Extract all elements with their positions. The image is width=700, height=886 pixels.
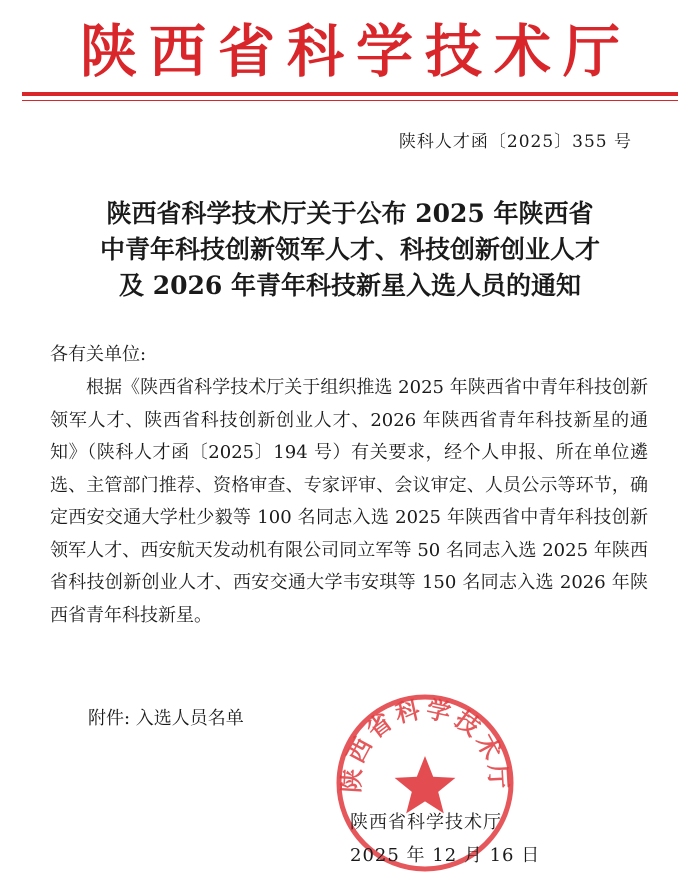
title-line-1: 陕西省科学技术厅关于公布 2025 年陕西省	[106, 199, 594, 228]
document-title	[40, 196, 660, 304]
letterhead-rule-thin	[22, 100, 678, 101]
letterhead-title: 陕西省科学技术厅	[80, 19, 632, 85]
seal-star-icon	[395, 756, 456, 813]
body-paragraph: 根据《陕西省科学技术厅关于组织推选 2025 年陕西省中青年科技创新领军人才、陕西省科技创新创业人才、2026 年陕西省青年科技新星的通知》（陕科人才函〔2025〕194 号）有关要求，经个人申报、所在单位遴选、主管部门推荐、资格审查、专家评审、会议审定、人员公示等环节，确定西安交通大学杜少毅等 100 名同志入选 2025 年陕西省中青年科技创新领军人才、西安航天发动机有限公司同立军等 50 名同志入选 2025 年陕西省科技创新创业人才、西安交通大学韦安琪等 150 名同志入选 2026 年陕西省青年科技新星。	[50, 377, 648, 626]
title-line-2: 中青年科技创新领军人才、科技创新创业人才	[99, 235, 600, 264]
attachment-line: 附件: 入选人员名单	[88, 708, 244, 729]
document-number: 陕科人才函〔2025〕355 号	[398, 132, 632, 152]
signature-organization: 陕西省科学技术厅	[350, 812, 502, 833]
letterhead-rule-thick	[22, 92, 678, 96]
salutation: 各有关单位:	[50, 344, 147, 365]
title-line-3: 及 2026 年青年科技新星入选人员的通知	[119, 271, 581, 300]
signature-date: 2025 年 12 月 16 日	[350, 845, 541, 866]
seal-text-path: 陕西省科学技术厅	[337, 695, 513, 794]
